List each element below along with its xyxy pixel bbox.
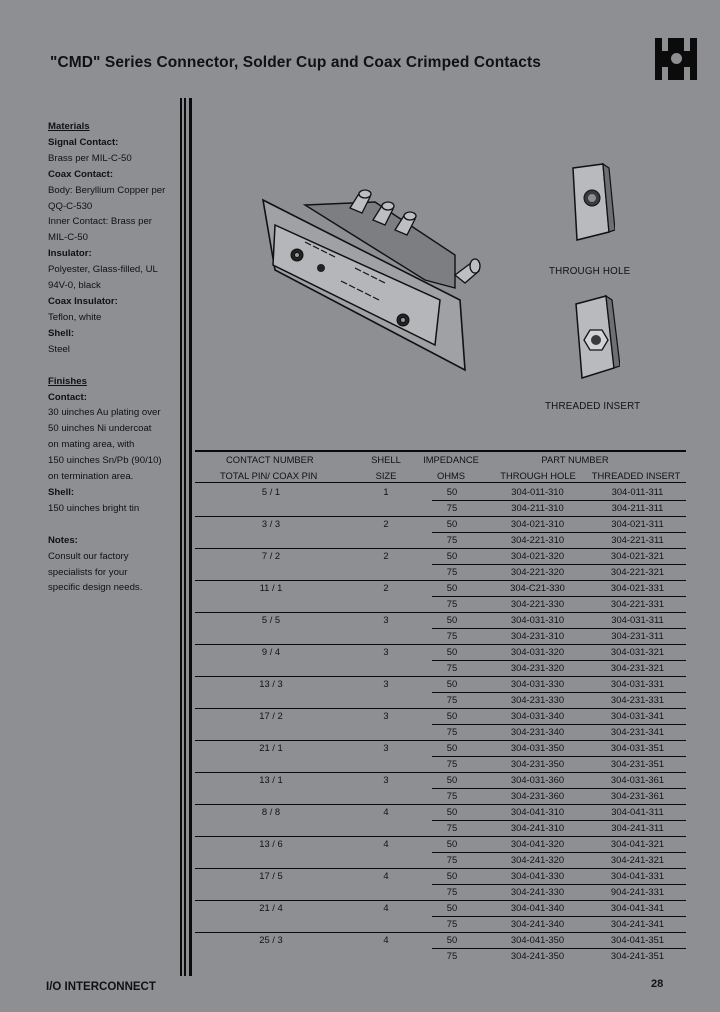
shell-size-cell: 4 bbox=[383, 870, 389, 881]
row-rule bbox=[195, 868, 686, 869]
contact-number-cell: 11 / 1 bbox=[259, 582, 283, 593]
through-hole-bracket-illustration bbox=[565, 160, 615, 245]
through-hole-part-cell: 304-031-360 bbox=[510, 774, 565, 785]
impedance-cell: 50 bbox=[446, 774, 458, 785]
through-hole-part-cell: 304-211-310 bbox=[511, 502, 564, 513]
spec-text: on termination area. bbox=[48, 471, 134, 483]
spec-text: Body: Beryllium Copper per bbox=[48, 184, 166, 196]
through-hole-part-cell: 304-041-310 bbox=[510, 806, 565, 817]
impedance-cell: 50 bbox=[446, 646, 458, 657]
header-imp-line1: IMPEDANCE bbox=[423, 454, 479, 465]
threaded-insert-part-cell: 304-241-341 bbox=[610, 918, 665, 929]
spec-subheading: Coax Insulator: bbox=[48, 295, 118, 307]
divider-bar-1 bbox=[180, 98, 182, 976]
through-hole-part-cell: 304-231-320 bbox=[510, 662, 565, 673]
row-rule bbox=[432, 756, 686, 757]
through-hole-part-cell: 304-C21-330 bbox=[510, 582, 565, 593]
row-rule bbox=[195, 900, 686, 901]
impedance-cell: 50 bbox=[446, 710, 458, 721]
impedance-cell: 50 bbox=[446, 902, 458, 913]
contact-number-cell: 8 / 8 bbox=[261, 806, 281, 817]
row-rule bbox=[432, 596, 686, 597]
spec-subheading: Notes: bbox=[48, 534, 78, 546]
through-hole-part-cell: 304-041-350 bbox=[510, 934, 565, 945]
impedance-cell: 75 bbox=[446, 502, 458, 513]
shell-size-cell: 4 bbox=[383, 806, 389, 817]
impedance-cell: 75 bbox=[446, 598, 458, 609]
spec-text: Steel bbox=[48, 343, 70, 355]
threaded-insert-part-cell: 304-231-331 bbox=[610, 694, 665, 705]
spec-text: Consult our factory bbox=[48, 550, 129, 562]
impedance-cell: 75 bbox=[446, 630, 458, 641]
threaded-insert-part-cell: 304-211-311 bbox=[611, 502, 664, 513]
header-rule bbox=[195, 482, 686, 483]
row-rule bbox=[432, 852, 686, 853]
row-rule bbox=[195, 708, 686, 709]
connector-illustration bbox=[255, 180, 495, 380]
row-rule bbox=[195, 676, 686, 677]
shell-size-cell: 3 bbox=[383, 774, 389, 785]
row-rule bbox=[195, 516, 686, 517]
row-rule bbox=[432, 660, 686, 661]
threaded-insert-part-cell: 304-231-321 bbox=[610, 662, 665, 673]
impedance-cell: 50 bbox=[446, 838, 458, 849]
threaded-insert-label: THREADED INSERT bbox=[545, 401, 641, 412]
threaded-insert-part-cell: 304-231-341 bbox=[610, 726, 665, 737]
impedance-cell: 75 bbox=[446, 950, 458, 961]
threaded-insert-part-cell: 304-241-321 bbox=[610, 854, 665, 865]
shell-size-cell: 4 bbox=[383, 934, 389, 945]
through-hole-part-cell: 304-241-330 bbox=[510, 886, 565, 897]
through-hole-label: THROUGH HOLE bbox=[549, 266, 631, 277]
through-hole-part-cell: 304-221-320 bbox=[510, 566, 565, 577]
spec-text: 94V-0, black bbox=[48, 280, 101, 292]
spec-section-heading: Materials bbox=[48, 121, 90, 132]
threaded-insert-part-cell: 304-031-361 bbox=[610, 774, 665, 785]
shell-size-cell: 2 bbox=[383, 550, 389, 561]
row-rule bbox=[195, 932, 686, 933]
contact-number-cell: 25 / 3 bbox=[259, 934, 283, 945]
impedance-cell: 75 bbox=[446, 790, 458, 801]
through-hole-part-cell: 304-011-310 bbox=[511, 486, 564, 497]
through-hole-part-cell: 304-221-310 bbox=[510, 534, 565, 545]
threaded-insert-part-cell: 304-221-331 bbox=[610, 598, 665, 609]
impedance-cell: 50 bbox=[446, 518, 458, 529]
spec-subheading: Insulator: bbox=[48, 248, 92, 260]
threaded-insert-part-cell: 304-221-321 bbox=[610, 566, 665, 577]
contact-number-cell: 21 / 4 bbox=[259, 902, 283, 913]
row-rule bbox=[195, 580, 686, 581]
row-rule bbox=[195, 836, 686, 837]
through-hole-part-cell: 304-231-330 bbox=[510, 694, 565, 705]
threaded-insert-part-cell: 304-041-351 bbox=[610, 934, 665, 945]
threaded-insert-part-cell: 304-041-321 bbox=[610, 838, 665, 849]
impedance-cell: 75 bbox=[446, 918, 458, 929]
through-hole-part-cell: 304-031-320 bbox=[510, 646, 565, 657]
row-rule bbox=[432, 884, 686, 885]
through-hole-part-cell: 304-031-340 bbox=[510, 710, 565, 721]
through-hole-part-cell: 304-031-330 bbox=[510, 678, 565, 689]
spec-spacer bbox=[48, 517, 178, 533]
impedance-cell: 75 bbox=[446, 854, 458, 865]
threaded-insert-part-cell: 304-231-361 bbox=[610, 790, 665, 801]
through-hole-part-cell: 304-021-320 bbox=[510, 550, 565, 561]
impedance-cell: 75 bbox=[446, 886, 458, 897]
mounting-hole-right bbox=[397, 314, 409, 326]
header-contact-line2: TOTAL PIN/ COAX PIN bbox=[220, 470, 318, 481]
through-hole-part-cell: 304-231-360 bbox=[510, 790, 565, 801]
shell-size-cell: 3 bbox=[383, 710, 389, 721]
row-rule bbox=[195, 612, 686, 613]
row-rule bbox=[432, 564, 686, 565]
footer-section-title: I/O INTERCONNECT bbox=[46, 981, 156, 993]
threaded-insert-bracket-illustration bbox=[570, 290, 620, 380]
impedance-cell: 50 bbox=[446, 742, 458, 753]
threaded-insert-part-cell: 304-021-331 bbox=[610, 582, 665, 593]
row-rule bbox=[432, 916, 686, 917]
page-number: 28 bbox=[651, 978, 664, 990]
through-hole-part-cell: 304-041-320 bbox=[510, 838, 565, 849]
impedance-cell: 75 bbox=[446, 694, 458, 705]
row-rule bbox=[432, 820, 686, 821]
divider-bar-3 bbox=[189, 98, 192, 976]
row-rule bbox=[432, 948, 686, 949]
row-rule bbox=[432, 692, 686, 693]
contact-number-cell: 5 / 1 bbox=[261, 486, 281, 497]
row-rule bbox=[432, 788, 686, 789]
page-title: "CMD" Series Connector, Solder Cup and Coax Crimped Contacts bbox=[50, 54, 541, 71]
impedance-cell: 50 bbox=[446, 934, 458, 945]
impedance-cell: 50 bbox=[446, 486, 458, 497]
header-contact-line1: CONTACT NUMBER bbox=[226, 454, 314, 465]
contact-number-cell: 17 / 2 bbox=[259, 710, 283, 721]
spec-text: on mating area, with bbox=[48, 439, 135, 451]
row-rule bbox=[195, 772, 686, 773]
shell-size-cell: 2 bbox=[383, 518, 389, 529]
shell-size-cell: 3 bbox=[383, 614, 389, 625]
contact-number-cell: 13 / 6 bbox=[259, 838, 283, 849]
table-top-rule bbox=[195, 450, 686, 452]
threaded-insert-part-cell: 304-221-311 bbox=[611, 534, 664, 545]
threaded-insert-part-cell: 304-031-321 bbox=[610, 646, 665, 657]
spec-subheading: Shell: bbox=[48, 486, 75, 498]
impedance-cell: 50 bbox=[446, 870, 458, 881]
threaded-insert-part-cell: 304-231-311 bbox=[611, 630, 664, 641]
row-rule bbox=[195, 804, 686, 805]
spec-subheading: Coax Contact: bbox=[48, 168, 114, 180]
spec-subheading: Signal Contact: bbox=[48, 136, 119, 148]
spec-section-heading: Finishes bbox=[48, 375, 87, 387]
impedance-cell: 50 bbox=[446, 614, 458, 625]
spec-spacer bbox=[48, 358, 178, 374]
threaded-insert-part-cell: 904-241-331 bbox=[610, 886, 665, 897]
spec-text: Polyester, Glass-filled, UL bbox=[48, 264, 158, 276]
through-hole-part-cell: 304-041-340 bbox=[510, 902, 565, 913]
through-hole-part-cell: 304-231-340 bbox=[510, 726, 565, 737]
shell-size-cell: 3 bbox=[383, 678, 389, 689]
threaded-insert-part-cell: 304-021-321 bbox=[610, 550, 665, 561]
through-hole-part-cell: 304-231-350 bbox=[510, 758, 565, 769]
impedance-cell: 75 bbox=[446, 662, 458, 673]
row-rule bbox=[195, 644, 686, 645]
through-hole-part-cell: 304-031-350 bbox=[510, 742, 565, 753]
threaded-insert-part-cell: 304-031-311 bbox=[611, 614, 664, 625]
header-pn-ti: THREADED INSERT bbox=[591, 470, 681, 481]
spec-text: 50 uinches Ni undercoat bbox=[48, 423, 152, 435]
spec-text: Inner Contact: Brass per bbox=[48, 216, 152, 228]
contact-number-cell: 5 / 5 bbox=[261, 614, 281, 625]
row-rule bbox=[432, 628, 686, 629]
through-hole-part-cell: 304-021-310 bbox=[510, 518, 565, 529]
threaded-insert-part-cell: 304-041-331 bbox=[610, 870, 665, 881]
threaded-insert-part-cell: 304-011-311 bbox=[611, 486, 664, 497]
through-hole-part-cell: 304-221-330 bbox=[510, 598, 565, 609]
company-logo bbox=[655, 38, 697, 80]
threaded-insert-part-cell: 304-031-331 bbox=[610, 678, 665, 689]
contact-number-cell: 7 / 2 bbox=[261, 550, 281, 561]
mounting-hole-left bbox=[291, 249, 303, 261]
impedance-cell: 75 bbox=[446, 822, 458, 833]
coax-contact-front bbox=[317, 264, 325, 272]
threaded-insert-part-cell: 304-031-341 bbox=[610, 710, 665, 721]
divider-bar-2 bbox=[184, 98, 186, 976]
spec-subheading: Shell: bbox=[48, 327, 75, 339]
contact-number-cell: 9 / 4 bbox=[261, 646, 281, 657]
shell-size-cell: 1 bbox=[383, 486, 389, 497]
row-rule bbox=[195, 740, 686, 741]
spec-text: Brass per MIL-C-50 bbox=[48, 152, 132, 164]
spec-text: specialists for your bbox=[48, 566, 128, 578]
spec-text: 150 uinches Sn/Pb (90/10) bbox=[48, 455, 162, 467]
threaded-insert-part-cell: 304-041-341 bbox=[610, 902, 665, 913]
impedance-cell: 75 bbox=[446, 726, 458, 737]
through-hole-part-cell: 304-241-310 bbox=[510, 822, 565, 833]
shell-size-cell: 4 bbox=[383, 838, 389, 849]
threaded-insert-part-cell: 304-031-351 bbox=[610, 742, 665, 753]
spec-text: Teflon, white bbox=[48, 311, 102, 323]
row-rule bbox=[432, 724, 686, 725]
threaded-insert-part-cell: 304-041-311 bbox=[611, 806, 664, 817]
specifications-column bbox=[48, 119, 178, 596]
contact-number-cell: 13 / 1 bbox=[259, 774, 283, 785]
impedance-cell: 75 bbox=[446, 534, 458, 545]
impedance-cell: 50 bbox=[446, 550, 458, 561]
contact-number-cell: 17 / 5 bbox=[259, 870, 283, 881]
through-hole-part-cell: 304-241-350 bbox=[510, 950, 565, 961]
threaded-insert-part-cell: 304-241-351 bbox=[610, 950, 665, 961]
header-imp-line2: OHMS bbox=[436, 470, 466, 481]
header-shell-line2: SIZE bbox=[375, 470, 397, 481]
spec-text: 30 uinches Au plating over bbox=[48, 407, 161, 419]
through-hole-part-cell: 304-031-310 bbox=[510, 614, 565, 625]
shell-size-cell: 2 bbox=[383, 582, 389, 593]
contact-number-cell: 13 / 3 bbox=[259, 678, 283, 689]
through-hole-part-cell: 304-241-340 bbox=[510, 918, 565, 929]
row-rule bbox=[195, 548, 686, 549]
header-pn-th: THROUGH HOLE bbox=[500, 470, 576, 481]
shell-size-cell: 3 bbox=[383, 646, 389, 657]
threaded-insert-part-cell: 304-231-351 bbox=[610, 758, 665, 769]
header-shell-line1: SHELL bbox=[371, 454, 401, 465]
contact-number-cell: 21 / 1 bbox=[259, 742, 283, 753]
threaded-insert-part-cell: 304-241-311 bbox=[611, 822, 664, 833]
through-hole-part-cell: 304-241-320 bbox=[510, 854, 565, 865]
spec-text: MIL-C-50 bbox=[48, 232, 88, 244]
spec-text: specific design needs. bbox=[48, 582, 143, 594]
impedance-cell: 50 bbox=[446, 582, 458, 593]
through-hole-part-cell: 304-041-330 bbox=[510, 870, 565, 881]
impedance-cell: 50 bbox=[446, 806, 458, 817]
threaded-insert-part-cell: 304-021-311 bbox=[611, 518, 664, 529]
spec-subheading: Contact: bbox=[48, 391, 87, 403]
shell-size-cell: 3 bbox=[383, 742, 389, 753]
header-pn-line1: PART NUMBER bbox=[541, 454, 609, 465]
row-rule bbox=[432, 500, 686, 501]
spec-text: 150 uinches bright tin bbox=[48, 502, 140, 514]
shell-size-cell: 4 bbox=[383, 902, 389, 913]
spec-text: QQ-C-530 bbox=[48, 200, 93, 212]
contact-number-cell: 3 / 3 bbox=[261, 518, 281, 529]
row-rule bbox=[432, 532, 686, 533]
impedance-cell: 75 bbox=[446, 566, 458, 577]
impedance-cell: 50 bbox=[446, 678, 458, 689]
through-hole-part-cell: 304-231-310 bbox=[510, 630, 565, 641]
impedance-cell: 75 bbox=[446, 758, 458, 769]
